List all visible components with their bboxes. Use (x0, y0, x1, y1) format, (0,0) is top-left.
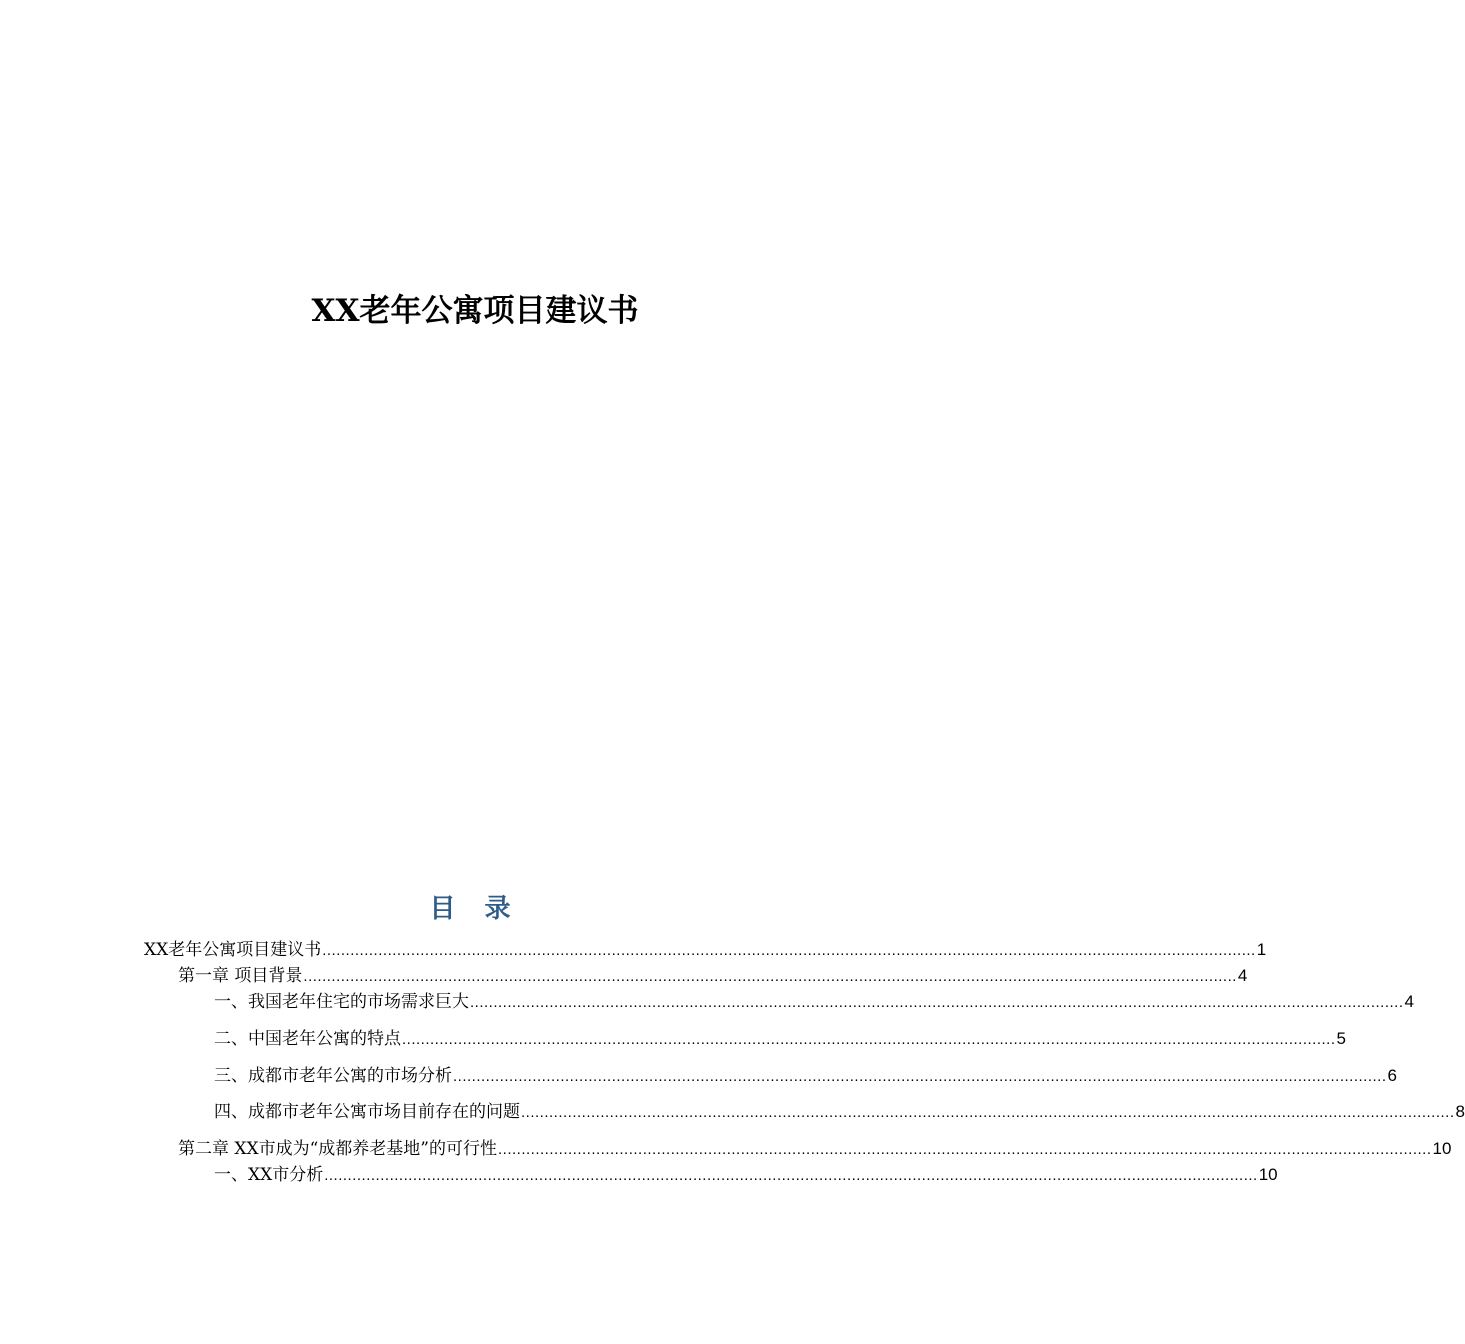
toc-entry[interactable] (178, 1136, 1452, 1162)
toc-leader-dots: ........................................................................................................................................................................................................ (453, 1068, 1387, 1085)
toc-entry[interactable] (214, 989, 1414, 1015)
toc-entry[interactable] (214, 1162, 1278, 1188)
toc-entry[interactable] (144, 937, 1267, 963)
toc-entry-text: 第一章 项目背景 (178, 966, 303, 986)
toc-entry[interactable] (214, 1099, 1465, 1125)
toc-leader-dots: ........................................................................................................................................................................................................ (324, 1167, 1258, 1184)
toc-entry[interactable] (214, 1063, 1397, 1089)
toc-entry-text: 第二章 XX市成为“成都养老基地”的可行性 (178, 1139, 497, 1159)
toc-entry-page: 4 (1237, 966, 1248, 985)
toc-entry-page: 10 (1432, 1139, 1452, 1158)
toc-entry-text: XX老年公寓项目建议书 (144, 940, 322, 960)
toc-entry-text: 四、成都市老年公寓市场目前存在的问题 (214, 1102, 520, 1122)
toc-leader-dots: ........................................................................................................................................................................................................ (303, 968, 1237, 985)
toc-entry-text: 一、我国老年住宅的市场需求巨大 (214, 992, 469, 1012)
toc-leader-dots: ........................................................................................................................................................................................................ (470, 994, 1404, 1011)
toc-entry-text: 三、成都市老年公寓的市场分析 (214, 1066, 452, 1086)
toc-leader-dots: ........................................................................................................................................................................................................ (498, 1141, 1432, 1158)
toc-entry-text: 二、中国老年公寓的特点 (214, 1029, 401, 1049)
toc-entry[interactable] (178, 963, 1248, 989)
toc-entry-page: 6 (1387, 1066, 1397, 1085)
document-title: XX老年公寓项目建议书 (311, 293, 639, 329)
toc-leader-dots: ........................................................................................................................................................................................................ (322, 942, 1256, 959)
toc-entry-text: 一、XX市分析 (214, 1165, 324, 1185)
toc-heading: 目 录 (429, 894, 521, 924)
toc-leader-dots: ........................................................................................................................................................................................................ (521, 1104, 1455, 1121)
toc-entry-page: 5 (1336, 1029, 1346, 1048)
toc-entry-page: 10 (1258, 1165, 1278, 1184)
toc-entry-page: 4 (1404, 992, 1414, 1011)
toc-leader-dots: ........................................................................................................................................................................................................ (402, 1031, 1336, 1048)
toc-entry[interactable] (214, 1026, 1346, 1052)
toc-entry-page: 1 (1256, 940, 1267, 959)
toc-entry-page: 8 (1455, 1102, 1465, 1121)
